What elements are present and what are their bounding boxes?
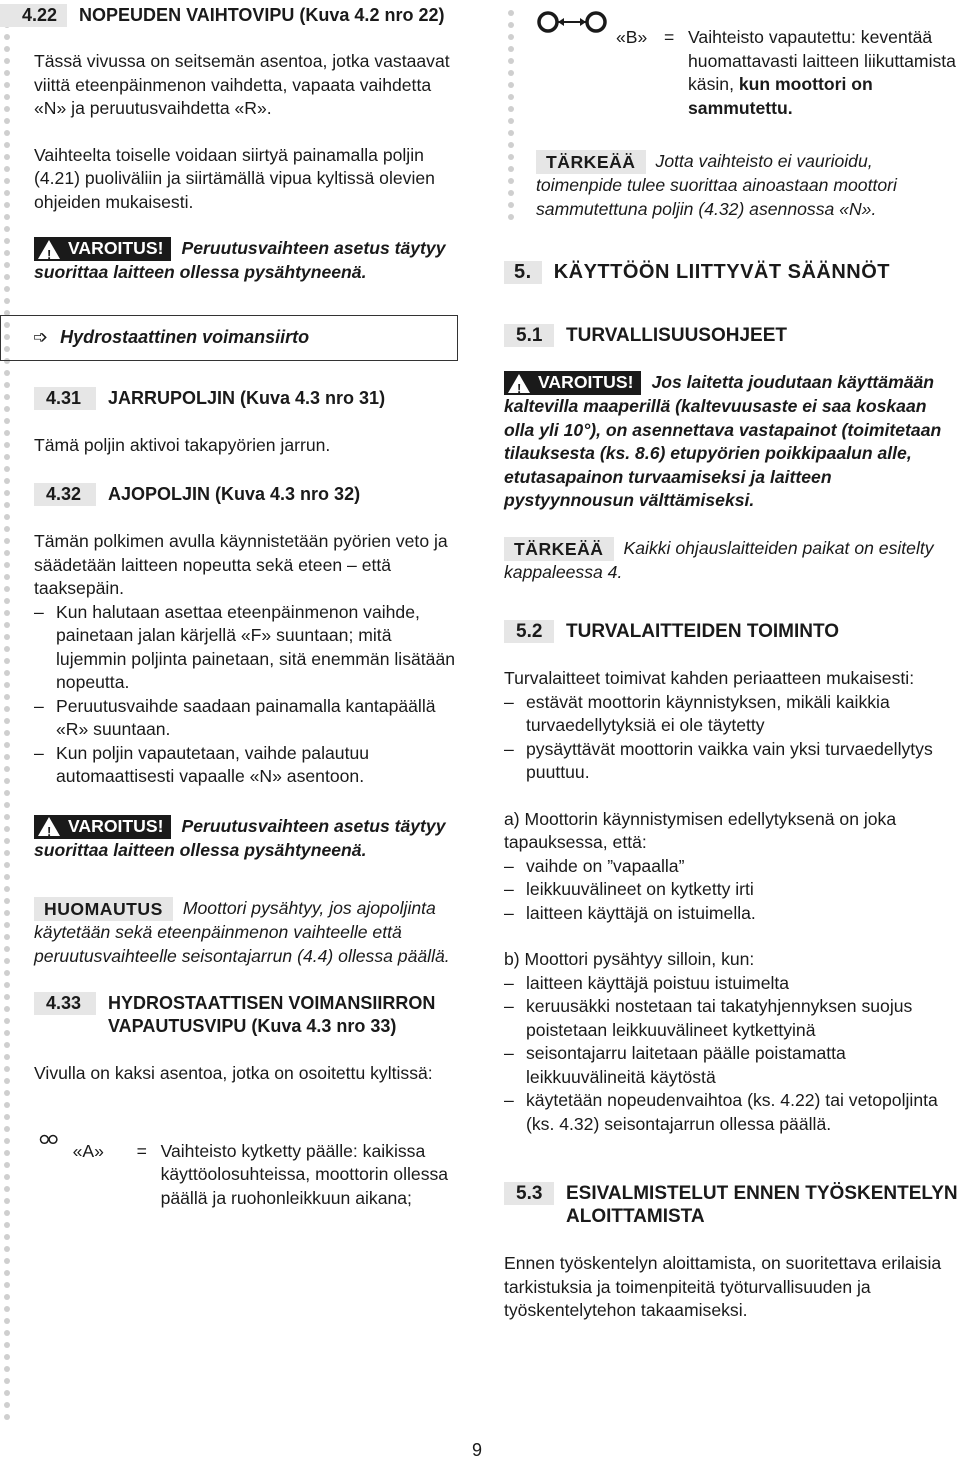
list-item: – keruusäkki nostetaan tai takatyhjennyksen suojus poistetaan leikkuuvälineet kytkettyinä (504, 995, 960, 1042)
binding-dot (4, 1078, 10, 1084)
binding-dot (4, 946, 10, 952)
section-title: AJOPOLJIN (Kuva 4.3 nro 32) (108, 484, 361, 504)
warning-block (34, 815, 462, 863)
note-block (34, 897, 462, 968)
binding-dot (4, 178, 10, 184)
important-block (536, 150, 960, 221)
binding-dot (4, 670, 10, 676)
binding-dot (4, 454, 10, 460)
binding-dot (4, 286, 10, 292)
section-heading-4-22 (0, 4, 462, 27)
warning-label: VAROITUS! (68, 815, 164, 836)
binding-dot (4, 1306, 10, 1312)
binding-dot (4, 394, 10, 400)
list-item: – laitteen käyttäjä on istuimella. (504, 902, 960, 926)
binding-dot (4, 1042, 10, 1048)
binding-dot (4, 766, 10, 772)
symbol-key: «A» (72, 1140, 104, 1161)
symbol-a-row (34, 1122, 462, 1211)
binding-dot (4, 58, 10, 64)
binding-dot (4, 574, 10, 580)
section-title: TURVALLISUUSOHJEET (566, 325, 787, 346)
section-number: 4.22 (0, 4, 67, 27)
binding-dot (4, 370, 10, 376)
note-text: Moottori pysähtyy, jos ajopoljinta käytetään sekä eteenpäinmenon vaihteelle että peruutusvaihteelle seisontajarrun (4.4) ollessa päällä. (34, 898, 450, 966)
binding-dot (4, 1174, 10, 1180)
binding-dot (4, 502, 10, 508)
section-title: NOPEUDEN VAIHTOVIPU (Kuva 4.2 nro 22) (79, 5, 445, 25)
binding-dot (4, 34, 10, 40)
gear-engaged-icon (34, 1122, 69, 1162)
binding-dot (4, 994, 10, 1000)
binding-dot (4, 1294, 10, 1300)
section-heading-4-31 (34, 387, 462, 410)
binding-dot (4, 1114, 10, 1120)
binding-dot (4, 742, 10, 748)
binding-dot (4, 1222, 10, 1228)
binding-dot (4, 1186, 10, 1192)
binding-dot (4, 730, 10, 736)
important-text: Jotta vaihteisto ei vaurioidu, toimenpide tulee suorittaa ainoastaan moottori sammutettuna poljin (4.32) asennossa «N». (536, 151, 897, 219)
binding-dot (4, 1390, 10, 1396)
symbol-equals: = (664, 27, 675, 47)
list-item: – Kun halutaan asettaa eteenpäinmenon vaihde, painetaan jalan kärjellä «F» suuntaan; mitä lujemmin poljinta painetaan, sitä enemmän lisätään nopeutta. (34, 601, 462, 695)
binding-dot (4, 1318, 10, 1324)
binding-dot (4, 658, 10, 664)
binding-dot (4, 718, 10, 724)
list-item: – käytetään nopeudenvaihtoa (ks. 4.22) tai vetopoljinta (ks. 4.32) seisontajarrun ollessa päällä. (504, 1089, 960, 1136)
section-title: HYDROSTAATTISEN VOIMANSIIRRON VAPAUTUSVIPU (Kuva 4.3 nro 33) (108, 993, 436, 1036)
binding-dot (4, 1138, 10, 1144)
binding-dot (4, 1066, 10, 1072)
section-heading-4-33 (34, 992, 462, 1038)
binding-dot (4, 70, 10, 76)
symbol-equals: = (136, 1140, 147, 1161)
chapter-heading-5 (504, 261, 960, 284)
page-number: 9 (472, 1440, 483, 1460)
list-item: – seisontajarru laitetaan päälle poistamatta leikkuuvälineitä käytöstä (504, 1042, 960, 1089)
section-title: ESIVALMISTELUT ENNEN TYÖSKENTELYN ALOITTAMISTA (566, 1183, 958, 1227)
right-column (504, 4, 960, 1323)
note-badge: HUOMAUTUS (34, 897, 173, 921)
arrow-icon: ➩ (33, 327, 49, 347)
warning-text: Peruutusvaihteen asetus täytyy suorittaa laitteen ollessa pysähtyneenä. (34, 238, 446, 282)
section-number: 5.2 (504, 620, 554, 643)
binding-dot (4, 1030, 10, 1036)
binding-dot (4, 442, 10, 448)
left-column (22, 4, 462, 1210)
section-number: 4.31 (34, 387, 96, 410)
binding-dot (4, 814, 10, 820)
binding-dot (4, 1090, 10, 1096)
binding-dot (4, 622, 10, 628)
chapter-number: 5. (504, 261, 542, 284)
binding-dot (4, 610, 10, 616)
binding-dot (4, 898, 10, 904)
binding-dot (4, 1018, 10, 1024)
binding-dot (4, 754, 10, 760)
warning-text: Jos laitetta joudutaan käyttämään kaltevilla maaperillä (kaltevuusaste ei saa koskaan olla yli 10°), on asennettava vastapainot (toimitetaan tilauksesta (ks. 8.6) etupyörien poikkipaalun alle, etutasapainon turvaamiseksi ja laitteen pystyynnousun välttämiseksi. (504, 372, 942, 510)
binding-dot (4, 1402, 10, 1408)
section-heading-5-1 (504, 324, 960, 347)
warning-block (34, 237, 462, 285)
binding-dot (4, 1246, 10, 1252)
binding-dot (4, 418, 10, 424)
binding-dot (4, 1054, 10, 1060)
binding-dot (4, 862, 10, 868)
binding-dot (4, 130, 10, 136)
warning-block (504, 371, 960, 513)
binding-dot (4, 1006, 10, 1012)
binding-dot (4, 1162, 10, 1168)
list-item: – Kun poljin vapautetaan, vaihde palautuu automaattisesti vapaalle «N» asentoon. (34, 742, 462, 789)
binding-dot (4, 46, 10, 52)
binding-dot (4, 550, 10, 556)
list-item: – estävät moottorin käynnistyksen, mikäli kaikkia turvaedellytyksiä ei ole täytetty (504, 691, 960, 738)
warning-triangle-icon: ! (38, 817, 60, 836)
binding-dot (4, 646, 10, 652)
binding-dot (4, 526, 10, 532)
binding-dot (4, 406, 10, 412)
binding-dot (4, 1198, 10, 1204)
paragraph: b) Moottori pysähtyy silloin, kun: (504, 949, 755, 969)
binding-dot (4, 682, 10, 688)
binding-dot (4, 538, 10, 544)
binding-dot (4, 478, 10, 484)
binding-dot (4, 778, 10, 784)
binding-dot (4, 262, 10, 268)
binding-dot (4, 598, 10, 604)
binding-dot (4, 1282, 10, 1288)
section-title: TURVALAITTEIDEN TOIMINTO (566, 621, 840, 642)
paragraph: a) Moottorin käynnistymisen edellytyksenä on joka tapauksessa, että: (504, 808, 897, 852)
binding-dot (4, 154, 10, 160)
binding-dot (4, 634, 10, 640)
binding-dot (4, 934, 10, 940)
important-text: Kaikki ohjauslaitteiden paikat on esitelty kappaleessa 4. (504, 537, 934, 582)
list-item: – Peruutusvaihde saadaan painamalla kantapäällä «R» suuntaan. (34, 695, 462, 742)
binding-dot (4, 562, 10, 568)
warning-triangle-icon: ! (38, 240, 60, 259)
binding-dot (4, 1150, 10, 1156)
chapter-title: KÄYTTÖÖN LIITTYVÄT SÄÄNNÖT (553, 261, 891, 283)
paragraph: Tämän polkimen avulla käynnistetään pyörien veto ja säädetään laitteen nopeutta sekä eteen – että taaksepäin. (34, 531, 448, 598)
binding-dots-left (4, 10, 10, 1426)
binding-dot (4, 298, 10, 304)
binding-dot (4, 922, 10, 928)
binding-dot (4, 190, 10, 196)
dash-list (504, 855, 960, 926)
warning-badge (504, 371, 641, 395)
paragraph: Ennen työskentelyn aloittamista, on suoritettava erilaisia tarkistuksia ja toimenpiteitä työturvallisuuden ja työskentelytehon takaamiseksi. (504, 1253, 942, 1320)
binding-dot (4, 106, 10, 112)
binding-dot (4, 1378, 10, 1384)
binding-dot (4, 202, 10, 208)
important-badge: TÄRKEÄÄ (536, 150, 646, 174)
binding-dot (4, 1366, 10, 1372)
symbol-text: Vaihteisto vapautettu: keventää huomattavasti laitteen liikuttamista käsin, kun moottori on sammutettu. (688, 27, 956, 118)
binding-dot (4, 1234, 10, 1240)
binding-dot (4, 382, 10, 388)
binding-dot (4, 274, 10, 280)
dash-list (504, 691, 960, 785)
symbol-text: Vaihteisto kytketty päälle: kaikissa käyttöolosuhteissa, moottorin ollessa päällä ja ruohonleikkuun aikana; (160, 1140, 449, 1208)
list-item: – leikkuuvälineet on kytketty irti (504, 878, 960, 902)
binding-dot (4, 970, 10, 976)
binding-dot (4, 586, 10, 592)
paragraph: Tämä poljin aktivoi takapyörien jarrun. (34, 434, 331, 455)
binding-dot (4, 214, 10, 220)
binding-dot (4, 706, 10, 712)
binding-dot (4, 466, 10, 472)
section-number: 5.1 (504, 324, 554, 347)
binding-dot (4, 1210, 10, 1216)
warning-label: VAROITUS! (68, 238, 164, 259)
binding-dot (4, 82, 10, 88)
binding-dot (4, 142, 10, 148)
section-number: 4.32 (34, 483, 96, 506)
binding-dot (4, 238, 10, 244)
binding-dot (4, 166, 10, 172)
binding-dot (4, 1414, 10, 1420)
paragraph: Tässä vivussa on seitsemän asentoa, jotka vastaavat viittä eteenpäinmenon vaihdetta, vapaata vaihdetta «N» ja peruutusvaihdetta «R». (34, 51, 450, 118)
binding-dot (4, 250, 10, 256)
binding-dot (4, 1102, 10, 1108)
section-title: JARRUPOLJIN (Kuva 4.3 nro 31) (108, 387, 386, 408)
section-heading-4-32 (34, 483, 462, 506)
warning-text: Peruutusvaihteen asetus täytyy suorittaa laitteen ollessa pysähtyneenä. (34, 815, 446, 860)
list-item: – pysäyttävät moottorin vaikka vain yksi turvaedellytys puuttuu. (504, 738, 960, 785)
section-heading-5-3 (504, 1182, 960, 1228)
binding-dot (4, 1126, 10, 1132)
binding-dot (4, 1258, 10, 1264)
warning-badge (34, 815, 171, 839)
section-number: 5.3 (504, 1182, 554, 1205)
important-badge: TÄRKEÄÄ (504, 537, 614, 561)
gear-disengaged-icon (534, 8, 614, 48)
binding-dot (4, 874, 10, 880)
binding-dot (4, 802, 10, 808)
binding-dot (4, 490, 10, 496)
warning-triangle-icon: ! (508, 374, 530, 393)
binding-dot (4, 958, 10, 964)
section-number: 4.33 (34, 992, 96, 1015)
binding-dot (4, 790, 10, 796)
binding-dot (4, 94, 10, 100)
binding-dot (4, 226, 10, 232)
list-item: – laitteen käyttäjä poistuu istuimelta (504, 972, 960, 996)
paragraph: Turvalaitteet toimivat kahden periaatteen mukaisesti: (504, 668, 915, 688)
binding-dot (4, 838, 10, 844)
banner-label: Hydrostaattinen voimansiirto (60, 327, 310, 347)
binding-dot (4, 430, 10, 436)
binding-dot (4, 118, 10, 124)
important-block (504, 537, 960, 585)
symbol-b-row (504, 4, 960, 120)
binding-dot (4, 514, 10, 520)
dash-list (504, 972, 960, 1137)
binding-dot (4, 886, 10, 892)
binding-dot (4, 982, 10, 988)
symbol-key: «B» (616, 27, 648, 47)
binding-dot (4, 1330, 10, 1336)
binding-dot (4, 826, 10, 832)
warning-label: VAROITUS! (538, 372, 634, 393)
section-heading-5-2 (504, 620, 960, 643)
binding-dot (4, 1270, 10, 1276)
binding-dot (4, 1342, 10, 1348)
binding-dot (4, 850, 10, 856)
binding-dot (4, 694, 10, 700)
warning-badge (34, 237, 171, 261)
binding-dot (4, 1354, 10, 1360)
list-item: – vaihde on ”vapaalla” (504, 855, 960, 879)
section-banner (0, 315, 458, 361)
binding-dot (4, 910, 10, 916)
paragraph: Vaihteelta toiselle voidaan siirtyä painamalla poljin (4.21) puoliväliin ja siirtämällä vipua kyltissä olevien ohjeiden mukaisesti. (34, 144, 435, 212)
dash-list (34, 601, 462, 789)
paragraph: Vivulla on kaksi asentoa, jotka on osoitettu kyltissä: (34, 1063, 433, 1083)
